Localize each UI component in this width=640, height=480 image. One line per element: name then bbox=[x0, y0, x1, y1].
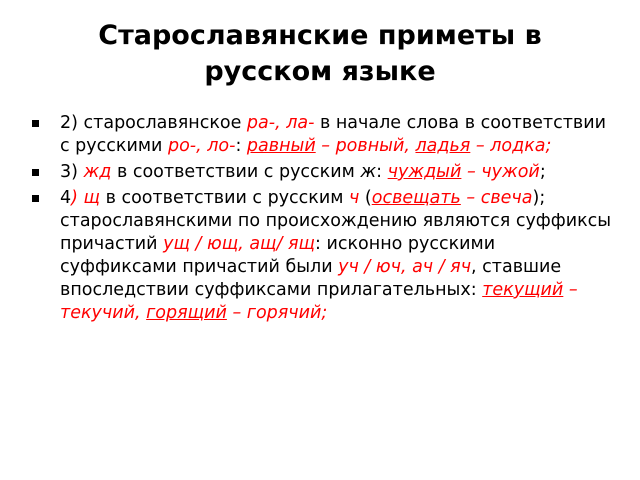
example-word: – свеча bbox=[460, 188, 533, 208]
square-bullet-icon bbox=[32, 120, 39, 127]
highlight-letters: жд bbox=[83, 162, 112, 182]
text-run: , ставшие впоследствии суффиксами прилагательных: bbox=[60, 257, 562, 300]
example-word: – чужой bbox=[461, 162, 540, 182]
square-bullet-icon bbox=[32, 195, 39, 202]
russian-letter: ж bbox=[360, 162, 377, 182]
text-run: в соответствии с русским bbox=[111, 162, 361, 182]
text-run: в начале слова в соответствии с русскими bbox=[60, 113, 606, 156]
example-word: освещать bbox=[371, 188, 461, 208]
text-run: ); старославянскими по происхождению являются суффиксы причастий bbox=[60, 188, 612, 254]
text-run: в соответствии с русским bbox=[100, 188, 349, 208]
example-word: – ровный, bbox=[315, 136, 416, 156]
slide-title-line-1: Старославянские приметы в bbox=[98, 20, 542, 51]
text-run: 4 bbox=[60, 188, 72, 208]
bullet-list bbox=[30, 112, 615, 328]
text-run: 3) bbox=[60, 162, 84, 182]
highlight-letters: ) щ bbox=[71, 188, 101, 208]
list-item-text bbox=[60, 188, 611, 323]
example-word: горящий bbox=[146, 303, 227, 323]
highlight-suffixes: ущ / ющ, ащ/ ящ bbox=[163, 234, 316, 254]
slide-title-line-2: русском языке bbox=[204, 56, 436, 87]
slide-title bbox=[20, 18, 620, 90]
list-item-text bbox=[60, 162, 546, 182]
example-word: – горячий; bbox=[226, 303, 328, 323]
text-run: ; bbox=[539, 162, 546, 182]
list-item-zhd bbox=[30, 161, 615, 184]
list-item-text bbox=[60, 113, 606, 156]
highlight-suffixes: уч / юч, ач / яч bbox=[338, 257, 472, 277]
example-word: – текучий, bbox=[60, 280, 578, 323]
list-item-ra-la bbox=[30, 112, 615, 158]
list-item-shch bbox=[30, 187, 615, 325]
highlight-prefix: ра-, ла- bbox=[246, 113, 315, 133]
square-bullet-icon bbox=[32, 169, 39, 176]
text-run: ( bbox=[359, 188, 372, 208]
text-run: : bbox=[376, 162, 388, 182]
highlight-letters: ч bbox=[349, 188, 360, 208]
text-run: 2) старославянское bbox=[60, 113, 247, 133]
example-word: равный bbox=[246, 136, 316, 156]
text-run: : bbox=[235, 136, 247, 156]
highlight-prefix: ро-, ло- bbox=[167, 136, 236, 156]
example-word: текущий bbox=[482, 280, 564, 300]
example-word: ладья bbox=[415, 136, 471, 156]
text-run: : исконно русскими суффиксами причастий были bbox=[60, 234, 496, 277]
example-word: – лодка; bbox=[470, 136, 552, 156]
example-word: чуждый bbox=[387, 162, 462, 182]
